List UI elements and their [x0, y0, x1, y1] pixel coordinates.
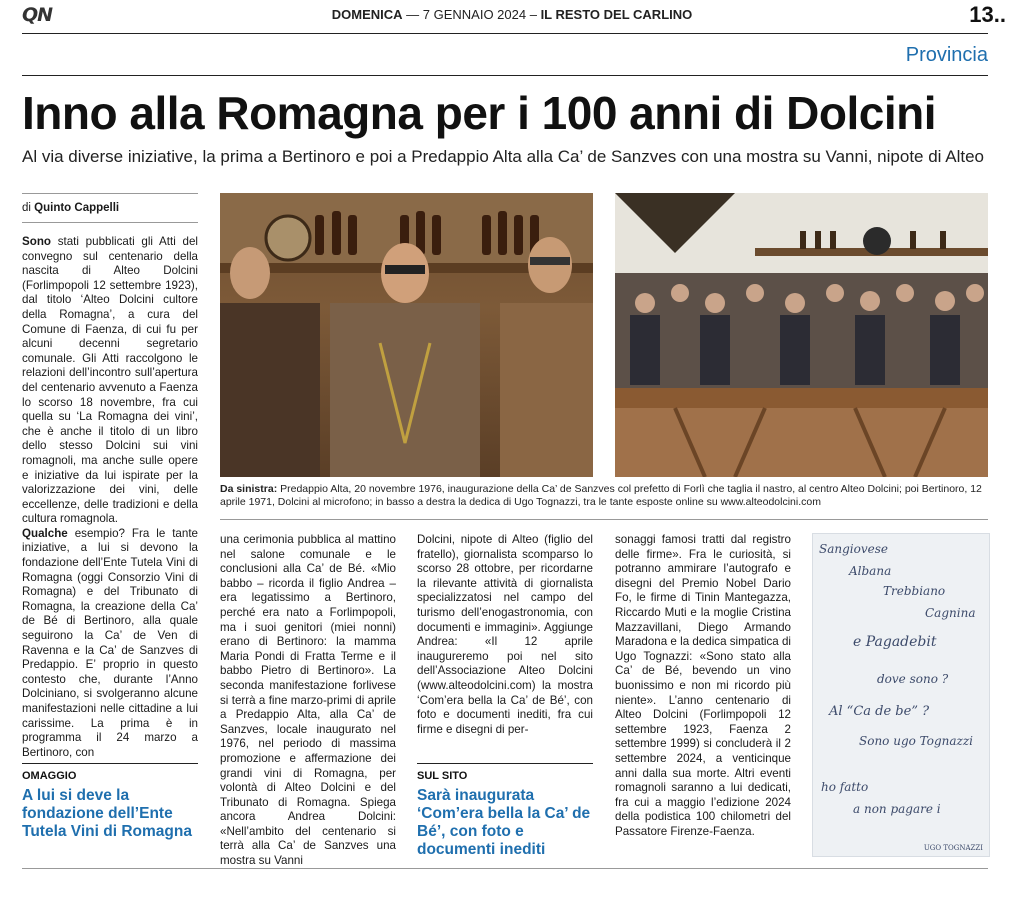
paragraph-text: stati pubblicati gli Atti del convegno sul centenario della nascita di Alteo Dolcini (Forlimpopoli 12 settembre 1923), dal titolo ‘Alteo Dolcini cultore della Romagna’, a cura del Comune di Faenza, di cui fu per alcuni decenni segretario comunale. Gli Atti raccolgono le relazioni dell’incontro sull’apertura del centenario avvenuto a Faenza lo scorso 18 novembre, fra cui quella su ‘La Romagna dei vini’, che è anche il titolo di un libro dello stesso Dolcini sui vini romagnoli, ma anche sulle opere e iniziative da lui ispirate per la valorizzazione dei vini, delle eccellenze, delle tradizioni e della cultura romagnola. — [22, 235, 198, 526]
paragraph-text: una cerimonia pubblica al mattino nel salone comunale e le conclusioni alla Ca’ de Bé. «Mio babbo – ricorda il figlio Andrea – era legatissimo a Bertinoro, perché era nato a Forlimpopoli, ma i suoi genitori (miei nonni) erano di Bertinoro: la mamma Maria Pondi di Fratta Terme e il babbo Pietro di Bertinoro». La seconda manifestazione forlivese si terrà a fine marzo-primi di aprile a Predappio Alta, alla Ca’ de Sanzves, locale inaugurato nel 1976, nel periodo di massima promozione e affermazione dei grandi vini di Romagna, per volontà di Alteo Dolcini e del Tribunato di Romagna. Spiega ancora Andrea Dolcini: «Nell’ambito del centenario si terrà alla Ca’ de Sanzves una mostra su Vanni — [220, 533, 396, 868]
footer-rule — [22, 868, 988, 869]
handwriting-line: Sono ugo Tognazzi — [859, 734, 974, 748]
byline-rule-top — [22, 193, 198, 194]
box1-kicker: OMAGGIO — [22, 770, 77, 782]
byline-author: Quinto Cappelli — [34, 202, 120, 214]
article-column-1 — [22, 235, 198, 760]
photo-predappio-image — [220, 193, 593, 477]
article-headline: Inno alla Romagna per i 100 anni di Dolcini — [22, 87, 937, 139]
paragraph-text: sonaggi famosi tratti dal registro delle firme». Fra le curiosità, si potranno ammirare l’autografo e disegni del Premio Nobel Dario Fo, le firme di Tinin Mantegazza, Riccardo Muti e la moglie Cristina Mazzavillani, Diego Armando Maradona e la dedica simpatica di Ugo Tognazzi: «Sono stato alla Ca’ de Bé, bevendo un vino buonissimo e non mi ricordo più niente». L’anno centenario di Alteo Dolcini (Forlimpopoli 12 settembre 1923, Faenza 2 settembre 1999) si concluderà il 2 settembre 2024, a venticinque anni dalla sua morte. Altri eventi romagnoli saranno a lui dedicati, fra cui a maggio l’edizione 2024 della podistica 100 chilometri del Passatore Firenze-Faenza. — [615, 533, 791, 838]
dateline-day: DOMENICA — [331, 7, 403, 22]
byline — [22, 202, 119, 214]
box1-rule — [22, 763, 198, 764]
page-number: 13.. — [969, 2, 1006, 27]
article-column-3 — [417, 533, 593, 737]
dropcap-word: Qualche — [22, 526, 68, 540]
dateline-paper: IL RESTO DEL CARLINO — [540, 7, 693, 22]
handwriting-line: a non pagare i — [853, 802, 941, 816]
section-label: Provincia — [905, 44, 988, 66]
tognazzi-dedication-image — [812, 533, 990, 857]
box2-title: Sarà inaugurata ‘Com’era bella la Ca’ de Bé’, con foto e documenti inediti — [417, 787, 591, 858]
photo-predappio — [220, 193, 593, 477]
paragraph-text: esempio? Fra le tante iniziative, a lui si devono la fondazione dell’Ente Tutela Vini di Romagna (oggi Consorzio Vini di Romagna) e del Tribunato di Romagna, la creazione della Ca’ de Bé di Bertinoro, alla quale seguirono la Ca’ de Ven di Ravenna e la Ca’ de Sanzves di Predappio. E’ proprio in questo contesto che, durante l’Anno Dolciniano, si svolgeranno alcune manifestazioni nelle cittadine a lui carissime. La prima è in programma il 24 marzo a Bertinoro, con — [22, 526, 198, 759]
caption-rule — [220, 519, 988, 520]
newspaper-logo: QN — [22, 4, 53, 26]
dateline — [0, 7, 1024, 22]
section-rule — [22, 75, 988, 76]
handwriting-line: Trebbiano — [883, 584, 946, 598]
byline-prefix: di — [22, 202, 31, 214]
dropcap-word: Sono — [22, 235, 51, 248]
handwriting-line: Cagnina — [925, 606, 976, 620]
box2-rule — [417, 763, 593, 764]
box1-title: A lui si deve la fondazione dell’Ente Tutela Vini di Romagna — [22, 787, 192, 840]
article-column-2 — [220, 533, 396, 869]
photo-bertinoro-image — [615, 193, 988, 477]
photo-bertinoro — [615, 193, 988, 477]
handwriting-line: Al “Ca de be” ? — [829, 704, 930, 719]
paragraph-text: Dolcini, nipote di Alteo (figlio del fratello), giornalista scomparso lo scorso 28 ottobre, per ricordarne la rilevante attività di giornalista specializzatosi nel campo del turismo dell’enogastronomia, con documenti e immagini». Aggiunge Andrea: «Il 12 aprile inaugureremo poi nel sito dell’Associazione Alteo Dolcini (www.alteodolcini.com) la mostra ‘Com’era bella la Ca’ de Bé’, con foto e documenti inediti, fra cui firme e disegni di per- — [417, 533, 593, 736]
masthead-rule — [22, 33, 988, 34]
article-column-4 — [615, 533, 791, 839]
byline-rule-bottom — [22, 222, 198, 223]
handwriting-line: dove sono ? — [877, 672, 949, 686]
handwriting-line: e Pagadebit — [853, 634, 937, 650]
box2-kicker: SUL SITO — [417, 770, 468, 782]
handwriting-line: Sangiovese — [819, 542, 888, 556]
photo-caption — [220, 483, 990, 509]
caption-lead: Da sinistra: — [220, 483, 278, 495]
handwriting-line: ho fatto — [821, 780, 869, 794]
article-subhead: Al via diverse iniziative, la prima a Bertinoro e poi a Predappio Alta alla Ca’ de Sanzves con una mostra su Vanni, nipote di Alteo — [22, 147, 984, 166]
handwriting-signature: UGO TOGNAZZI — [923, 844, 983, 852]
dateline-date: — 7 GENNAIO 2024 – — [406, 7, 537, 22]
handwriting-line: Albana — [849, 564, 892, 578]
caption-text: Predappio Alta, 20 novembre 1976, inaugurazione della Ca’ de Sanzves col prefetto di Forlì che taglia il nastro, al centro Alteo Dolcini; poi Bertinoro, 12 aprile 1971, Dolcini al microfono; in basso a destra la dedica di Ugo Tognazzi, tra le tante esposte online su www.alteodolcini.com — [220, 483, 982, 508]
